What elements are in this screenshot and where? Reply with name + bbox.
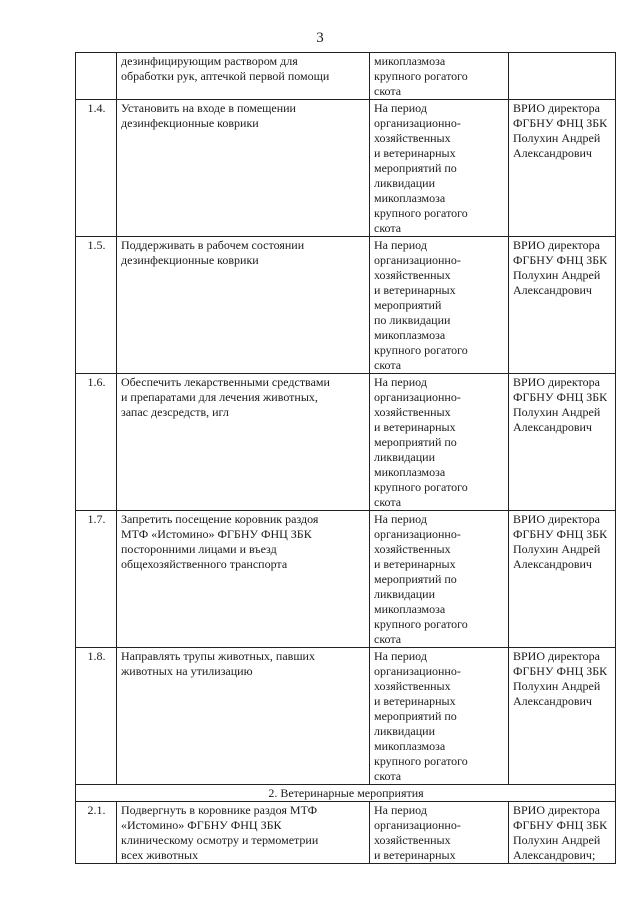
responsible-cell-line: ФГБНУ ФНЦ ЗБК	[513, 253, 608, 267]
responsible-cell-line: Полухин Андрей	[513, 131, 601, 145]
table-row	[76, 648, 616, 785]
period-cell-line: ликвидации	[374, 587, 436, 601]
table-row	[76, 100, 616, 237]
period-cell-line: крупного рогатого	[374, 69, 468, 83]
action-cell-line: дезинфицирующим раствором для	[121, 54, 298, 68]
period-cell-line: и ветеринарных	[374, 694, 456, 708]
period-cell-line: мероприятий по	[374, 161, 457, 175]
period-cell	[370, 374, 509, 511]
responsible-cell	[509, 53, 616, 100]
section-title: 2. Ветеринарные мероприятия	[76, 785, 616, 802]
period-cell-line: скота	[374, 221, 402, 235]
section-row	[76, 785, 616, 802]
period-cell-line: и ветеринарных	[374, 283, 456, 297]
item-number: 1.4.	[76, 100, 117, 237]
period-cell-line: и ветеринарных	[374, 420, 456, 434]
item-number	[76, 53, 117, 100]
period-cell-line: На период	[374, 101, 427, 115]
responsible-cell-line: Александрович	[513, 694, 592, 708]
responsible-cell-line: ВРИО директора	[513, 238, 600, 252]
responsible-cell-line: Полухин Андрей	[513, 679, 601, 693]
responsible-cell-line: Александрович	[513, 557, 592, 571]
period-cell-line: На период	[374, 803, 427, 817]
action-cell-line: МТФ «Истомино» ФГБНУ ФНЦ ЗБК	[121, 527, 312, 541]
period-cell	[370, 53, 509, 100]
table-row	[76, 53, 616, 100]
action-cell	[117, 511, 370, 648]
period-cell-line: крупного рогатого	[374, 754, 468, 768]
responsible-cell-line: Александрович;	[513, 848, 596, 862]
period-cell-line: микоплазмоза	[374, 191, 446, 205]
period-cell-line: мероприятий по	[374, 435, 457, 449]
action-cell-line: животных на утилизацию	[121, 664, 253, 678]
period-cell-line: мероприятий	[374, 298, 442, 312]
period-cell-line: и ветеринарных	[374, 557, 456, 571]
period-cell-line: хозяйственных	[374, 542, 451, 556]
responsible-cell-line: Александрович	[513, 420, 592, 434]
responsible-cell	[509, 648, 616, 785]
responsible-cell	[509, 802, 616, 864]
period-cell-line: На период	[374, 512, 427, 526]
action-cell-line: «Истомино» ФГБНУ ФНЦ ЗБК	[121, 818, 282, 832]
period-cell-line: и ветеринарных	[374, 848, 456, 862]
period-cell	[370, 511, 509, 648]
period-cell-line: организационно-	[374, 116, 461, 130]
period-cell-line: скота	[374, 358, 402, 372]
action-cell-line: дезинфекционные коврики	[121, 116, 259, 130]
action-cell	[117, 374, 370, 511]
action-cell-line: посторонними лицами и въезд	[121, 542, 277, 556]
item-number: 1.6.	[76, 374, 117, 511]
item-number: 2.1.	[76, 802, 117, 864]
responsible-cell-line: ВРИО директора	[513, 803, 600, 817]
period-cell-line: ликвидации	[374, 176, 436, 190]
responsible-cell-line: ФГБНУ ФНЦ ЗБК	[513, 664, 608, 678]
period-cell-line: микоплазмоза	[374, 602, 446, 616]
period-cell-line: На период	[374, 649, 427, 663]
period-cell-line: хозяйственных	[374, 131, 451, 145]
period-cell-line: мероприятий по	[374, 572, 457, 586]
period-cell-line: скота	[374, 84, 402, 98]
period-cell-line: организационно-	[374, 253, 461, 267]
period-cell-line: хозяйственных	[374, 405, 451, 419]
responsible-cell-line: ВРИО директора	[513, 101, 600, 115]
action-cell-line: запас дезсредств, игл	[121, 405, 229, 419]
action-cell-line: клиническому осмотру и термометрии	[121, 833, 319, 847]
action-cell	[117, 802, 370, 864]
responsible-cell-line: Полухин Андрей	[513, 833, 601, 847]
period-cell-line: крупного рогатого	[374, 480, 468, 494]
period-cell-line: хозяйственных	[374, 833, 451, 847]
action-cell-line: дезинфекционные коврики	[121, 253, 259, 267]
responsible-cell	[509, 374, 616, 511]
item-number: 1.5.	[76, 237, 117, 374]
period-cell-line: хозяйственных	[374, 268, 451, 282]
period-cell	[370, 100, 509, 237]
responsible-cell-line: Александрович	[513, 283, 592, 297]
action-cell-line: Поддерживать в рабочем состоянии	[121, 238, 305, 252]
period-cell-line: хозяйственных	[374, 679, 451, 693]
period-cell-line: ликвидации	[374, 450, 436, 464]
period-cell-line: На период	[374, 238, 427, 252]
period-cell-line: микоплазмоза	[374, 328, 446, 342]
period-cell-line: микоплазмоза	[374, 465, 446, 479]
period-cell-line: ликвидации	[374, 724, 436, 738]
action-cell-line: всех животных	[121, 848, 199, 862]
period-cell-line: крупного рогатого	[374, 206, 468, 220]
responsible-cell-line: Полухин Андрей	[513, 268, 601, 282]
period-cell-line: организационно-	[374, 390, 461, 404]
period-cell-line: скота	[374, 495, 402, 509]
period-cell	[370, 648, 509, 785]
action-cell	[117, 648, 370, 785]
responsible-cell-line: Александрович	[513, 146, 592, 160]
measures-table	[75, 52, 616, 864]
responsible-cell	[509, 100, 616, 237]
period-cell-line: организационно-	[374, 818, 461, 832]
period-cell-line: и ветеринарных	[374, 146, 456, 160]
responsible-cell-line: ВРИО директора	[513, 649, 600, 663]
action-cell-line: общехозяйственного транспорта	[121, 557, 288, 571]
responsible-cell-line: Полухин Андрей	[513, 542, 601, 556]
responsible-cell	[509, 511, 616, 648]
responsible-cell-line: ФГБНУ ФНЦ ЗБК	[513, 818, 608, 832]
action-cell-line: Подвергнуть в коровнике раздоя МТФ	[121, 803, 318, 817]
table-row	[76, 374, 616, 511]
action-cell	[117, 53, 370, 100]
responsible-cell-line: ФГБНУ ФНЦ ЗБК	[513, 527, 608, 541]
period-cell-line: На период	[374, 375, 427, 389]
action-cell-line: Направлять трупы животных, павших	[121, 649, 315, 663]
period-cell-line: организационно-	[374, 664, 461, 678]
action-cell	[117, 100, 370, 237]
action-cell-line: и препаратами для лечения животных,	[121, 390, 318, 404]
period-cell-line: скота	[374, 769, 402, 783]
period-cell	[370, 802, 509, 864]
action-cell-line: Запретить посещение коровник раздоя	[121, 512, 319, 526]
period-cell-line: крупного рогатого	[374, 343, 468, 357]
action-cell	[117, 237, 370, 374]
period-cell	[370, 237, 509, 374]
period-cell-line: крупного рогатого	[374, 617, 468, 631]
period-cell-line: микоплазмоза	[374, 739, 446, 753]
action-cell-line: Обеспечить лекарственными средствами	[121, 375, 330, 389]
action-cell-line: Установить на входе в помещении	[121, 101, 296, 115]
table-row	[76, 511, 616, 648]
responsible-cell	[509, 237, 616, 374]
table-row	[76, 802, 616, 864]
item-number: 1.8.	[76, 648, 117, 785]
period-cell-line: организационно-	[374, 527, 461, 541]
responsible-cell-line: Полухин Андрей	[513, 405, 601, 419]
period-cell-line: по ликвидации	[374, 313, 451, 327]
responsible-cell-line: ВРИО директора	[513, 375, 600, 389]
responsible-cell-line: ФГБНУ ФНЦ ЗБК	[513, 116, 608, 130]
period-cell-line: скота	[374, 632, 402, 646]
page-number: 3	[316, 30, 324, 46]
item-number: 1.7.	[76, 511, 117, 648]
table-row	[76, 237, 616, 374]
period-cell-line: мероприятий по	[374, 709, 457, 723]
responsible-cell-line: ФГБНУ ФНЦ ЗБК	[513, 390, 608, 404]
action-cell-line: обработки рук, аптечкой первой помощи	[121, 69, 330, 83]
period-cell-line: микоплазмоза	[374, 54, 446, 68]
responsible-cell-line: ВРИО директора	[513, 512, 600, 526]
